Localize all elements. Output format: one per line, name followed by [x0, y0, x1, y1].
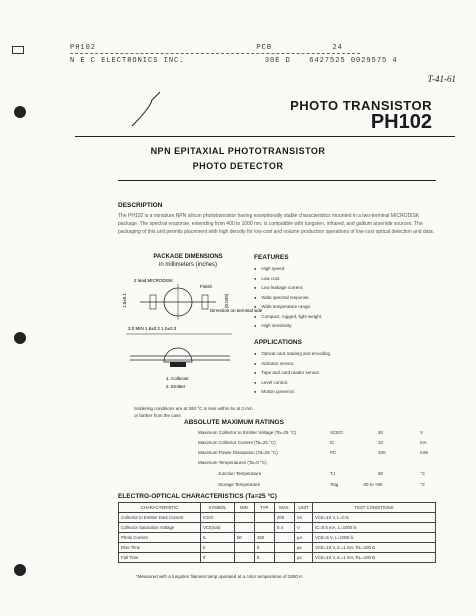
applications-heading: APPLICATIONS — [254, 339, 302, 346]
package-title-text: PACKAGE DIMENSIONS — [153, 254, 223, 260]
package-drawing — [120, 272, 263, 400]
title-rule — [75, 136, 455, 137]
table-cell: 5 — [255, 543, 275, 553]
header-code-mid: PCB — [256, 44, 273, 52]
punch-hole-icon — [14, 106, 26, 118]
table-cell: IL — [201, 533, 235, 543]
table-cell — [235, 543, 255, 553]
rating-row — [198, 450, 438, 459]
table-cell: 50 — [235, 533, 255, 543]
rating-symbol: IC — [330, 440, 335, 445]
dim-right: (0.039) — [224, 293, 229, 308]
header-company-line — [70, 57, 398, 65]
subtitle-line1: NPN EPITAXIAL PHOTOTRANSISTOR — [150, 146, 326, 156]
table-row — [119, 513, 436, 523]
table-cell — [235, 523, 255, 533]
rating-unit: V — [420, 430, 424, 435]
table-cell: µs — [295, 553, 313, 563]
column-header: UNIT — [295, 503, 313, 513]
eo-table — [118, 502, 436, 563]
table-cell: 150 — [255, 533, 275, 543]
list-item: ● Indicator sensor. — [254, 359, 331, 369]
rating-value: 100 — [378, 450, 386, 455]
table-cell: Fall Time — [119, 553, 201, 563]
table-cell: Collector to Emitter Dark Current — [119, 513, 201, 523]
rating-name: Maximum Collector Current (Ta=25 °C) — [198, 440, 276, 445]
table-cell: tf — [201, 553, 235, 563]
rating-unit: °C — [420, 471, 426, 476]
features-heading: FEATURES — [254, 254, 289, 261]
table-cell — [235, 553, 255, 563]
column-header: TYP. — [255, 503, 275, 513]
list-item: ● Wide spectral response. — [254, 293, 322, 303]
table-cell: 200 — [275, 513, 295, 523]
header-code-30: 30E D — [264, 57, 291, 65]
list-item: ● Low cost. — [254, 274, 322, 284]
rating-name: Maximum Temperatures (Ta=0 °C) — [198, 460, 267, 465]
rating-row — [198, 440, 438, 449]
header-code-left: PH102 — [70, 44, 97, 52]
table-cell — [275, 543, 295, 553]
table-cell: µA — [295, 533, 313, 543]
table-cell — [275, 533, 295, 543]
table-cell: IC=0.5 mA, L=1000 lx — [313, 523, 436, 533]
rating-symbol: VCEO — [330, 430, 343, 435]
description-text: The PH102 is a miniature NPN silicon phototransistor having exceptionally stable characteristics mounted in a two-terminal MICRODISK package. The spectral response, extending from 400 to 1000 nm, is compatible with tungsten, infrared, and gallium arsenide sources. The packaging of this unit permits placement with high density for low cost and volume production operations of low-cost optical detection and data. — [118, 213, 435, 235]
rating-row — [198, 482, 438, 491]
list-item: ● High sensitivity. — [254, 321, 322, 331]
sep-label: Dirrection on terminal side — [210, 308, 263, 313]
table-cell — [275, 553, 295, 563]
table-cell — [235, 513, 255, 523]
table-row — [119, 543, 436, 553]
list-item: ● Wide temperature range. — [254, 302, 322, 312]
rating-value: 80 — [378, 471, 384, 476]
table-cell: 5 — [255, 553, 275, 563]
table-cell — [255, 523, 275, 533]
table-cell: 0.4 — [275, 523, 295, 533]
rating-unit: °C — [420, 482, 426, 487]
list-item: ● High speed. — [254, 264, 322, 274]
part-number: PH102 — [370, 111, 432, 133]
table-cell: VCE(sat) — [201, 523, 235, 533]
table-cell: VCE=10 V, L=0 lx — [313, 513, 436, 523]
table-cell: VCE=10 V, IL=1 mA, RL=100 Ω — [313, 553, 436, 563]
features-list — [254, 264, 322, 331]
column-header: TEST CONDITIONS — [313, 503, 436, 513]
margin-mark — [12, 46, 24, 54]
rating-unit: mW — [420, 450, 428, 455]
rating-unit: mA — [420, 440, 427, 445]
pin1-label: 1. Collector — [166, 376, 189, 381]
table-row — [119, 533, 436, 543]
finish-label: Finish — [200, 284, 213, 289]
pin2-label: 2. Emitter — [166, 384, 186, 389]
rating-row — [198, 471, 438, 480]
rating-symbol: Tstg — [330, 482, 339, 487]
list-item: ● Motion governor. — [254, 387, 331, 397]
table-cell: tr — [201, 543, 235, 553]
table-cell — [255, 513, 275, 523]
table-cell: Collector Saturation Voltage — [119, 523, 201, 533]
decorative-curve — [130, 88, 170, 128]
list-item: ● Compact, rugged, light weight. — [254, 312, 322, 322]
table-row — [119, 553, 436, 563]
header-divider — [70, 53, 360, 54]
handwritten-ref: T-41-61 — [427, 74, 456, 84]
table-cell: VCE=5 V, L=1000 lx — [313, 533, 436, 543]
rating-name: Junction Temperature — [218, 471, 262, 476]
eo-heading: ELECTRO-OPTICAL CHARACTERISTICS (Ta=25 °C) — [118, 493, 277, 500]
dims-label: 3.0 MIN 1.8±0.2 1.5±0.3 — [128, 326, 177, 331]
package-unit: in millimeters (inches) — [158, 262, 217, 268]
rating-value: -30 to +80 — [362, 482, 383, 487]
rating-value: 30 — [378, 430, 384, 435]
rating-row — [198, 460, 438, 469]
column-header: MIN. — [235, 503, 255, 513]
table-cell: Rise Time — [119, 543, 201, 553]
header-docnum: 6427525 0029575 4 — [309, 57, 398, 65]
soldering-note: Soldering conditions are at 260 °C in less within 5s at 3 mm or farther from the case. — [134, 406, 253, 418]
rating-symbol: PC — [330, 450, 337, 455]
list-item: ● Low leakage current. — [254, 283, 322, 293]
ratings-heading: ABSOLUTE MAXIMUM RATINGS — [184, 419, 284, 426]
punch-hole-icon — [14, 564, 26, 576]
table-cell: µs — [295, 543, 313, 553]
rating-name: Storage Temperature — [218, 482, 261, 487]
subtitle-line2: PHOTO DETECTOR — [192, 161, 284, 171]
package-title — [128, 253, 248, 269]
company-name: N E C ELECTRONICS INC. — [70, 57, 185, 65]
rating-symbol: TJ — [330, 471, 335, 476]
punch-hole-icon — [14, 332, 26, 344]
list-item: ● Optical card reading and encoding. — [254, 349, 331, 359]
page-title: PHOTO TRANSISTOR — [290, 98, 432, 113]
table-cell: V — [295, 523, 313, 533]
header-codes — [70, 44, 343, 52]
table-cell: ICEO — [201, 513, 235, 523]
table-header-row — [119, 503, 436, 513]
table-row — [119, 523, 436, 533]
description-heading: DESCRIPTION — [118, 202, 163, 209]
column-header: SYMBOL — [201, 503, 235, 513]
applications-list — [254, 349, 331, 397]
table-cell: nA — [295, 513, 313, 523]
rating-row — [198, 430, 438, 439]
list-item: ● Tape and card reader sensor. — [254, 368, 331, 378]
subtitle-rule — [118, 180, 436, 181]
rating-value: 10 — [378, 440, 384, 445]
column-header: MAX. — [275, 503, 295, 513]
rating-name: Maximum Power Dissipation (Ta=25 °C) — [198, 450, 278, 455]
table-cell: Photo Current — [119, 533, 201, 543]
column-header: CHARACTERISTIC — [119, 503, 201, 513]
table-cell: VCE=10 V, IL=1 mA, RL=100 Ω — [313, 543, 436, 553]
list-item: ● Level control. — [254, 378, 331, 388]
lead-label: 2 lead MICRODISK — [134, 278, 174, 283]
table-footnote: *Measured with a tungsten filament lamp operated at a color temperature of 2850 K. — [136, 574, 304, 579]
header-code-right: 24 — [332, 44, 343, 52]
rating-name: Maximum Collector to Emitter Voltage (Ta=25 °C) — [198, 430, 297, 435]
dim-left: 1.0±0.1 — [122, 293, 127, 308]
